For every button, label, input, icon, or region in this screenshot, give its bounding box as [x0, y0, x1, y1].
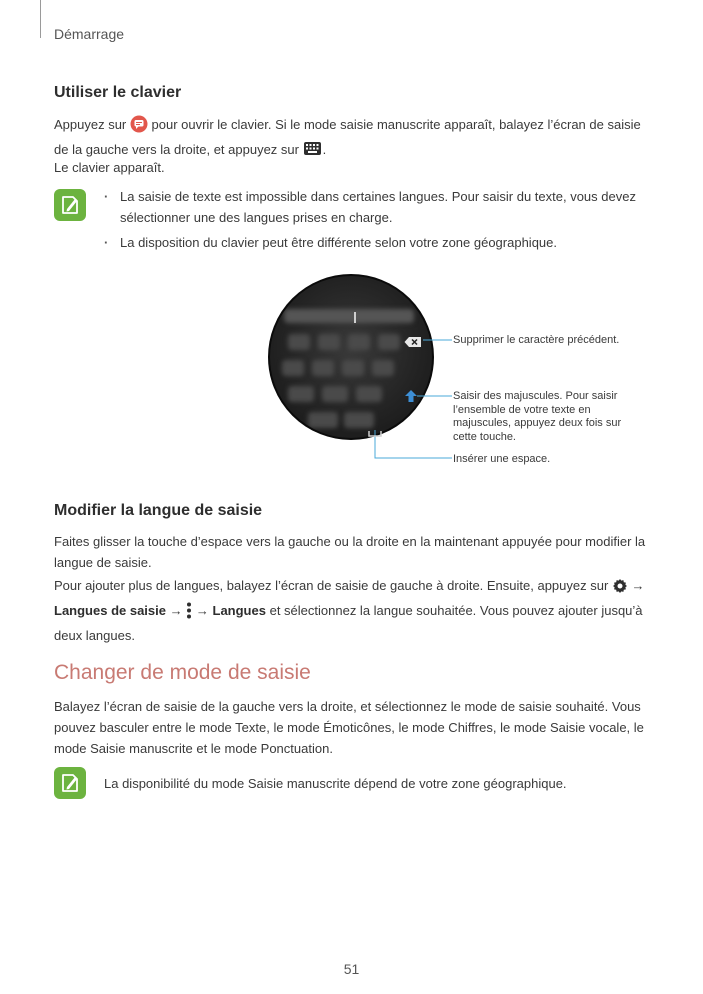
section-header: Démarrage: [54, 26, 125, 42]
text-segment: Appuyez sur: [54, 117, 127, 132]
arrow-text: →: [631, 578, 645, 593]
text-segment: Pour ajouter plus de langues, balayez l’écran de saisie de gauche à droite. Ensuite, appuyez sur: [54, 578, 609, 593]
section-title-changer-mode: Changer de mode de saisie: [54, 661, 311, 684]
menu-path-langues-de-saisie: Langues de saisie: [54, 603, 166, 618]
paragraph-keyboard-appears: Le clavier apparaît.: [54, 160, 165, 175]
arrow-text: →: [195, 603, 209, 618]
backspace-icon: [404, 335, 422, 353]
arrow-text: →: [169, 603, 183, 618]
section-title-modifier-langue: Modifier la langue de saisie: [54, 502, 263, 519]
space-key-icon: [368, 425, 382, 443]
paragraph-swipe-space: Faites glisser la touche d’espace vers la gauche ou la droite en la maintenant appuyée pour modifier la langue de saisie.: [54, 534, 646, 570]
messages-app-icon: [130, 115, 148, 139]
section-title-utiliser-clavier: Utiliser le clavier: [54, 84, 182, 101]
note-pencil-icon: [54, 189, 86, 221]
text-segment: et sélectionnez la langue souhaitée. Vous pouvez ajouter jusqu’à deux langues.: [54, 603, 643, 643]
notes-list: [102, 186, 647, 257]
shift-arrow-icon: [404, 389, 418, 408]
paragraph-switch-modes: Balayez l’écran de saisie de la gauche vers la droite, et sélectionnez le mode de saisie souhaité. Vous pouvez basculer entre le mode Texte, le mode Émoticônes, le mode Chiffres, le mode Saisie vocale, le mode Saisie manuscrite et le mode Ponctuation.: [54, 699, 644, 756]
page-number: 51: [343, 961, 360, 977]
keyboard-icon: [303, 140, 323, 164]
callout-space: Insérer une espace.: [453, 453, 551, 465]
callout-backspace: Supprimer le caractère précédent.: [453, 334, 620, 346]
menu-path-langues: Langues: [212, 603, 266, 618]
note-handwriting-availability: La disponibilité du mode Saisie manuscrite dépend de votre zone géographique.: [104, 776, 567, 791]
note-item: · La saisie de texte est impossible dans certaines langues. Pour saisir du texte, vous devez sélectionner une des langues prises en charge.: [102, 186, 647, 228]
note-item: · La disposition du clavier peut être différente selon votre zone géographique.: [102, 232, 647, 253]
text-segment: de la gauche vers la droite, et appuyez sur: [54, 142, 299, 157]
header-rule: [40, 0, 41, 38]
text-segment: pour ouvrir le clavier. Si le mode saisie manuscrite apparaît, balayez l’écran de saisie: [151, 117, 641, 132]
text-cursor: [354, 312, 356, 323]
callout-shift: Saisir des majuscules. Pour saisir l’ensemble de votre texte en majuscules, appuyez deux fois sur cette touche.: [453, 390, 622, 443]
note-pencil-icon: [54, 767, 86, 799]
settings-gear-icon: [612, 578, 628, 600]
more-options-icon: [186, 602, 192, 625]
text-segment: .: [322, 142, 327, 157]
paragraph-add-languages: [54, 575, 654, 646]
